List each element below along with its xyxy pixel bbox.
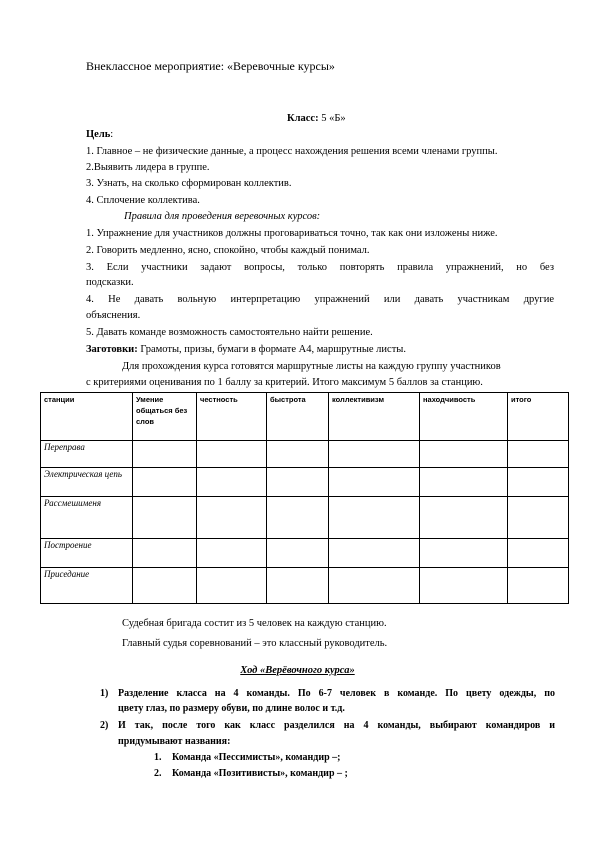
goal-label: Цель bbox=[86, 129, 111, 140]
score-cell bbox=[329, 468, 420, 497]
course-item-1-number: 1) bbox=[100, 688, 109, 699]
course-item-1-line-2: цвету глаз, по размеру обуви, по длине волос и т.д. bbox=[118, 703, 345, 714]
station-name: Построение bbox=[41, 539, 133, 568]
team-2-text: Команда «Позитивисты», командир – ; bbox=[172, 768, 348, 779]
score-cell bbox=[197, 468, 267, 497]
header-cell: коллективизм bbox=[329, 393, 420, 441]
score-cell bbox=[133, 497, 197, 539]
rule-4: 4. Не давать вольную интерпретацию упражнений или давать участникам другие bbox=[86, 294, 554, 305]
intro-line-1: Для прохождения курса готовятся маршрутные листы на каждую группу участников bbox=[122, 361, 501, 372]
rule-4-cont: объяснения. bbox=[86, 310, 141, 321]
header-cell: быстрота bbox=[267, 393, 329, 441]
score-cell bbox=[267, 539, 329, 568]
judges-line: Судебная бригада состит из 5 человек на каждую станцию. bbox=[122, 618, 387, 629]
header-cell: Умение общаться без слов bbox=[133, 393, 197, 441]
score-cell bbox=[508, 441, 569, 468]
rule-2: 2. Говорить медленно, ясно, спокойно, чтобы каждый понимал. bbox=[86, 245, 370, 256]
score-cell bbox=[267, 497, 329, 539]
header-cell: итого bbox=[508, 393, 569, 441]
score-cell bbox=[197, 568, 267, 604]
score-cell bbox=[420, 568, 508, 604]
station-name: Приседание bbox=[41, 568, 133, 604]
course-item-1-line-1: Разделение класса на 4 команды. По 6-7 человек в команде. По цвету одежды, по bbox=[118, 688, 555, 699]
score-cell bbox=[329, 441, 420, 468]
prep-text: Грамоты, призы, бумаги в формате А4, маршрутные листы. bbox=[140, 344, 406, 355]
score-cell bbox=[267, 441, 329, 468]
goal-3: 3. Узнать, на сколько сформирован коллектив. bbox=[86, 178, 292, 189]
table-row bbox=[41, 497, 569, 539]
score-cell bbox=[133, 568, 197, 604]
team-2-number: 2. bbox=[154, 768, 162, 779]
rule-1: 1. Упражнение для участников должны проговариваться точно, так как они изложены ниже. bbox=[86, 228, 498, 239]
score-cell bbox=[133, 441, 197, 468]
intro-line-2: с критериями оценивания по 1 баллу за критерий. Итого максимум 5 баллов за станцию. bbox=[86, 377, 483, 388]
header-cell: честность bbox=[197, 393, 267, 441]
course-heading bbox=[0, 664, 595, 677]
team-1-number: 1. bbox=[154, 752, 162, 763]
score-cell bbox=[329, 539, 420, 568]
rules-heading: Правила для проведения веревочных курсов: bbox=[124, 211, 321, 222]
goal-1: 1. Главное – не физические данные, а процесс нахождения решения всеми членами группы. bbox=[86, 146, 498, 157]
score-cell bbox=[420, 539, 508, 568]
prep-line bbox=[86, 343, 406, 356]
score-cell bbox=[508, 568, 569, 604]
rule-5: 5. Давать команде возможность самостоятельно найти решение. bbox=[86, 327, 373, 338]
table-row bbox=[41, 539, 569, 568]
document-title: Внеклассное мероприятие: «Веревочные курсы» bbox=[86, 59, 335, 73]
table-row bbox=[41, 468, 569, 497]
course-heading-text: Ход «Верёвочного курса» bbox=[240, 665, 355, 676]
goal-4: 4. Сплочение коллектива. bbox=[86, 195, 200, 206]
score-cell bbox=[508, 539, 569, 568]
class-line bbox=[287, 112, 346, 125]
station-name: Электрическая цепь bbox=[41, 468, 133, 497]
goal-2: 2.Выявить лидера в группе. bbox=[86, 162, 210, 173]
score-cell bbox=[197, 539, 267, 568]
prep-label: Заготовки: bbox=[86, 344, 138, 355]
score-cell bbox=[508, 468, 569, 497]
route-sheet-table bbox=[40, 392, 569, 604]
score-cell bbox=[420, 468, 508, 497]
table-header-row bbox=[41, 393, 569, 441]
station-name: Рассмешименя bbox=[41, 497, 133, 539]
header-cell: станции bbox=[41, 393, 133, 441]
score-cell bbox=[197, 441, 267, 468]
score-cell bbox=[329, 568, 420, 604]
course-item-2-line-2: придумывают названия: bbox=[118, 736, 231, 747]
table-row bbox=[41, 568, 569, 604]
score-cell bbox=[197, 497, 267, 539]
table-row bbox=[41, 441, 569, 468]
score-cell bbox=[267, 568, 329, 604]
goal-colon: : bbox=[110, 129, 114, 140]
score-cell bbox=[420, 441, 508, 468]
course-item-2-number: 2) bbox=[100, 720, 109, 731]
rule-3: 3. Если участники задают вопросы, только повторять правила упражнений, но без bbox=[86, 262, 554, 273]
goal-heading bbox=[86, 128, 113, 141]
team-1-text: Команда «Пессимисты», командир –; bbox=[172, 752, 341, 763]
score-cell bbox=[508, 497, 569, 539]
header-cell: находчивость bbox=[420, 393, 508, 441]
station-name: Переправа bbox=[41, 441, 133, 468]
score-cell bbox=[267, 468, 329, 497]
rule-3-cont: подсказки. bbox=[86, 277, 134, 288]
course-item-2-line-1: И так, после того как класс разделился на 4 команды, выбирают командиров и bbox=[118, 720, 555, 731]
score-cell bbox=[329, 497, 420, 539]
class-label: Класс: bbox=[287, 113, 319, 124]
score-cell bbox=[133, 468, 197, 497]
class-value: 5 «Б» bbox=[321, 113, 346, 124]
chief-judge-line: Главный судья соревнований – это классный руководитель. bbox=[122, 638, 388, 649]
score-cell bbox=[420, 497, 508, 539]
score-cell bbox=[133, 539, 197, 568]
